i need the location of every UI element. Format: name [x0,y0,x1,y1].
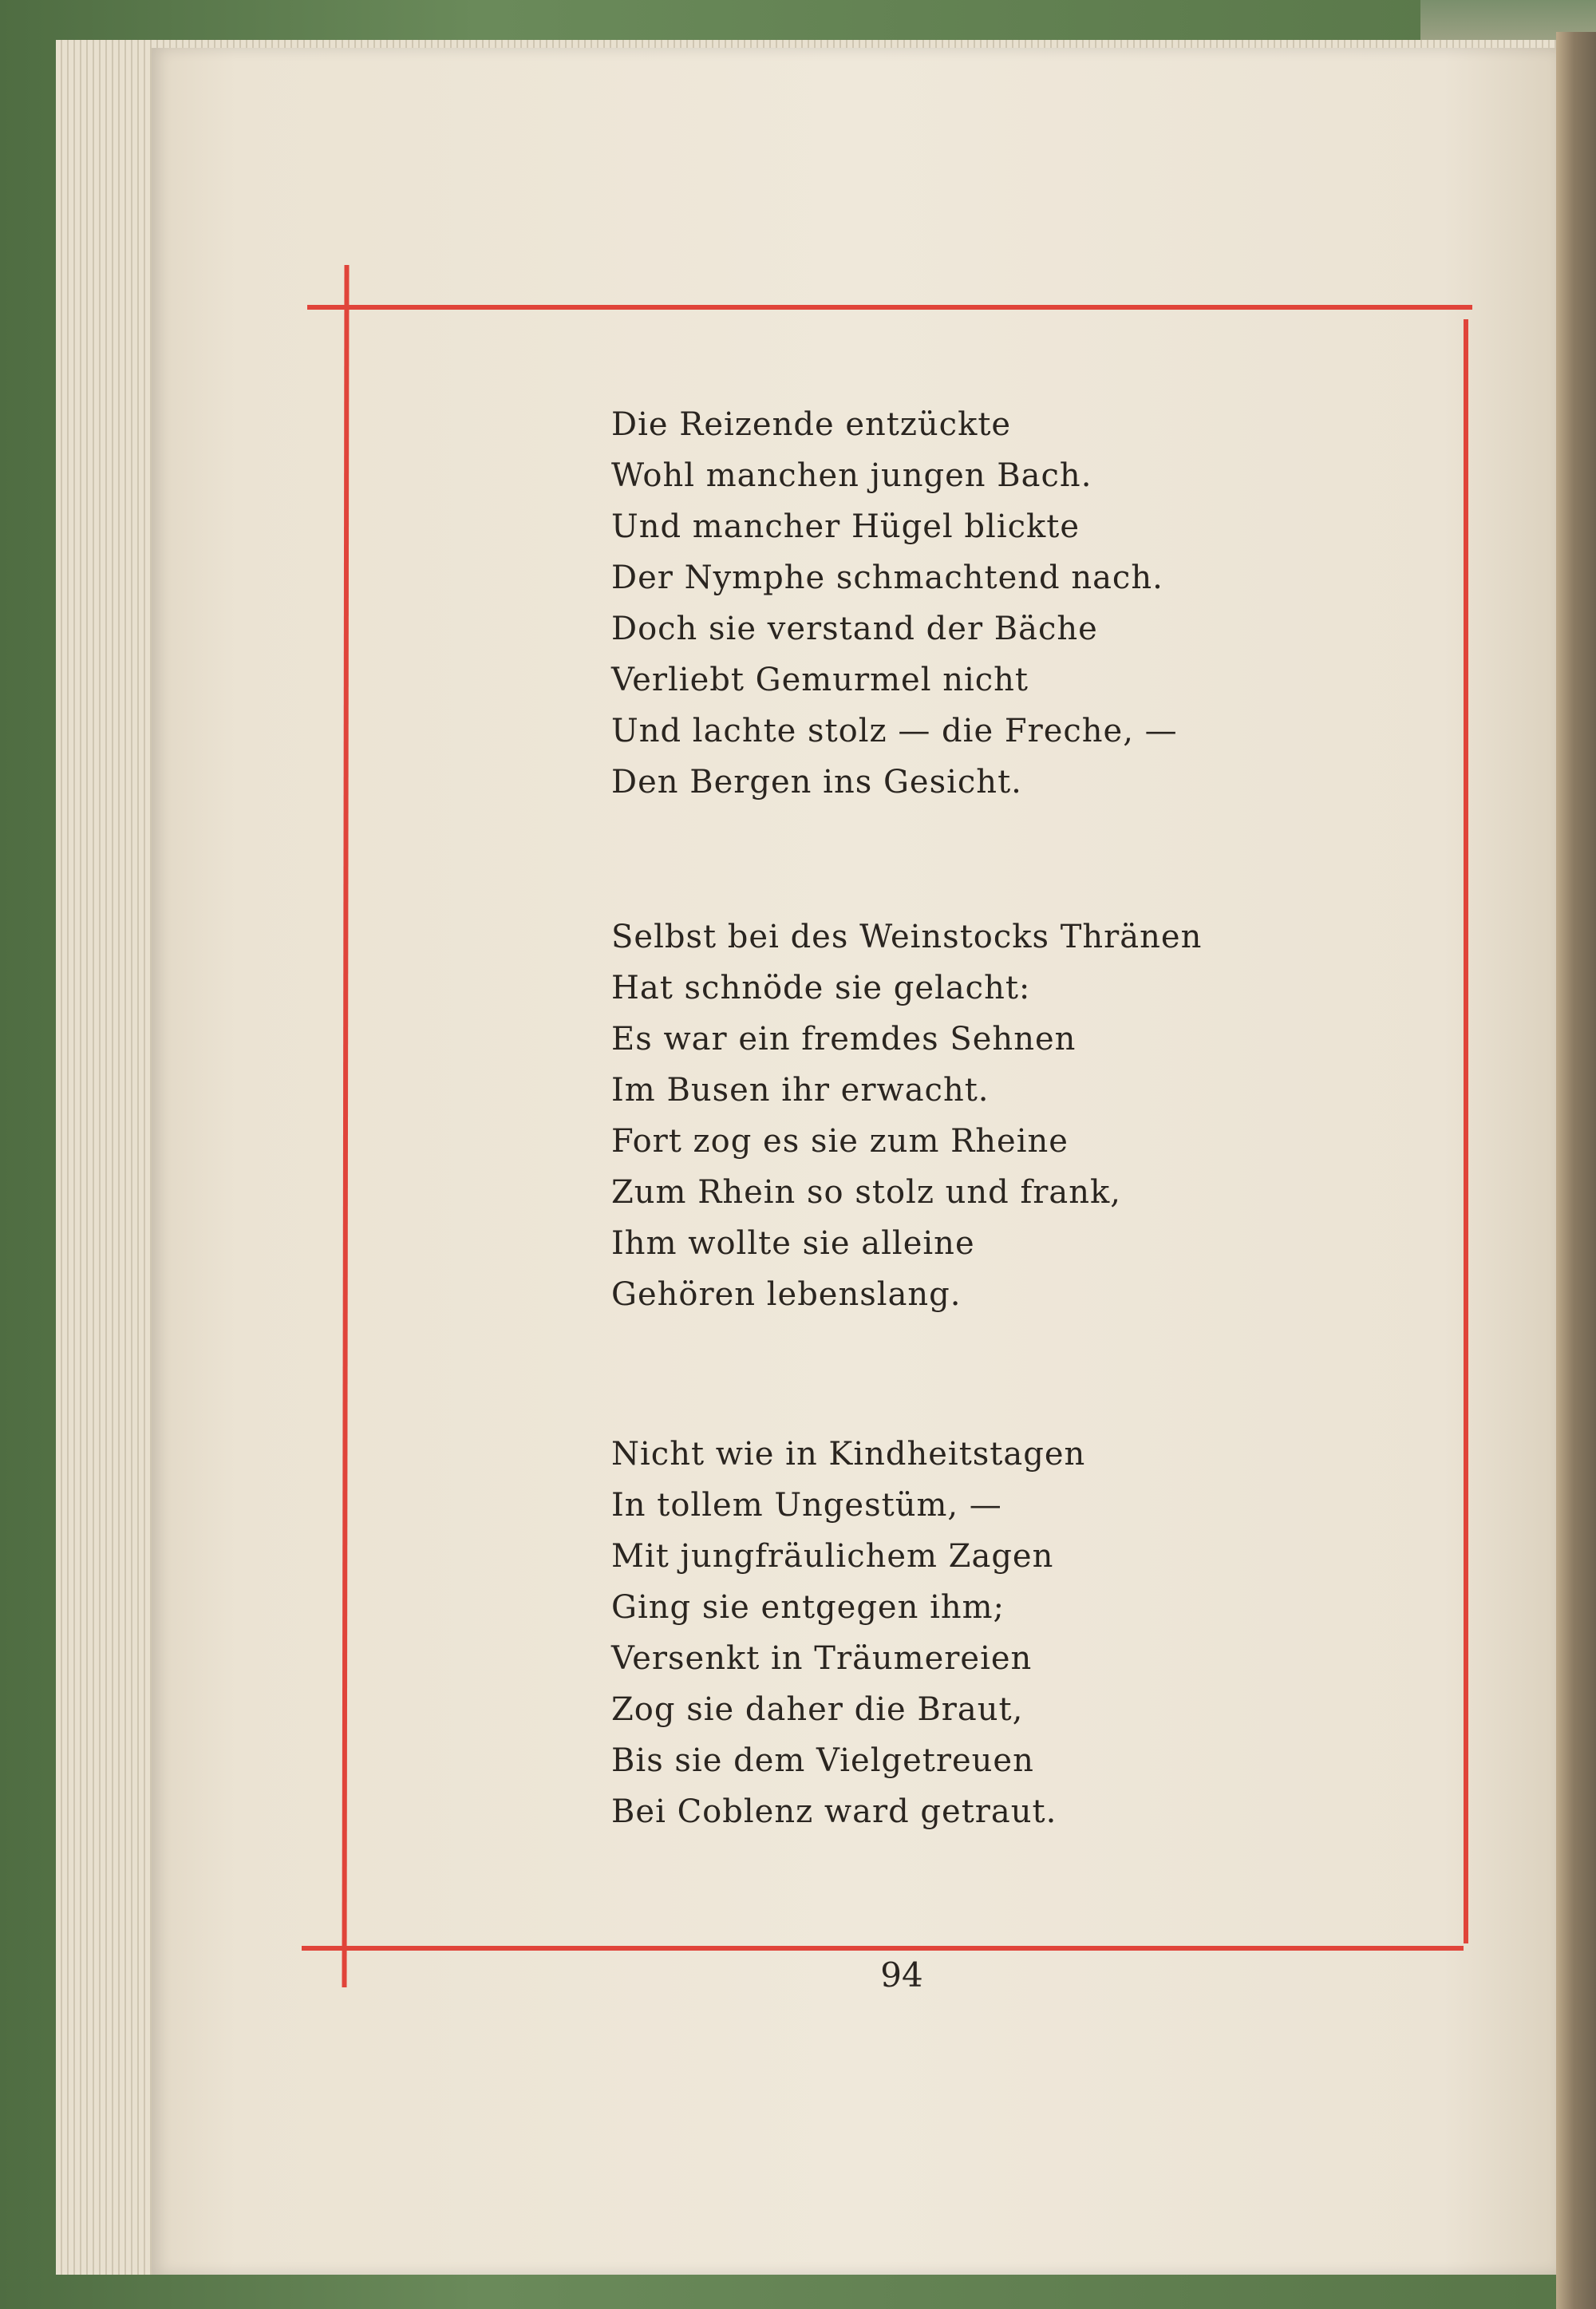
facing-page-edge [1556,32,1596,2309]
poem-line: Im Busen ihr erwacht. [611,1072,990,1109]
poem-line: Verliebt Gemurmel nicht [611,662,1029,698]
poem-line: Und mancher Hügel blickte [611,508,1080,545]
poem-line: Und lachte stolz — die Freche, — [611,713,1178,749]
stanza-1 [611,399,1178,808]
poem-line: Gehören lebenslang. [611,1276,962,1313]
poem-line: Fort zog es sie zum Rheine [611,1123,1069,1160]
stanza-3 [611,1429,1085,1837]
poem-line: Selbst bei des Weinstocks Thränen [611,919,1203,955]
poem-line: Hat schnöde sie gelacht: [611,970,1031,1006]
poem-line: Es war ein fremdes Sehnen [611,1021,1077,1058]
frame-bottom-rule [302,1946,1464,1951]
poem-line: Bei Coblenz ward getraut. [611,1793,1057,1830]
poem-line: Der Nymphe schmachtend nach. [611,559,1163,596]
poem-line: Wohl manchen jungen Bach. [611,457,1092,494]
poem-line: In tollem Ungestüm, — [611,1487,1002,1524]
poem-line: Ihm wollte sie alleine [611,1225,975,1262]
frame-top-rule [307,305,1472,310]
stanza-2 [611,911,1202,1320]
poem-line: Bis sie dem Vielgetreuen [611,1742,1034,1779]
frame-right-rule [1464,319,1468,1943]
page-number: 94 [880,1955,923,1995]
poem-line: Zog sie daher die Braut, [611,1691,1024,1728]
poem-line: Die Reizende entzückte [611,406,1012,443]
poem-line: Doch sie verstand der Bäche [611,611,1098,647]
poem-line: Ging sie entgegen ihm; [611,1589,1005,1626]
poem-line: Mit jungfräulichem Zagen [611,1538,1054,1575]
poem-line: Zum Rhein so stolz und frank, [611,1174,1121,1211]
poem-line: Versenkt in Träumereien [611,1640,1033,1677]
poem-line: Den Bergen ins Gesicht. [611,764,1022,801]
poem-line: Nicht wie in Kindheitstagen [611,1436,1086,1473]
